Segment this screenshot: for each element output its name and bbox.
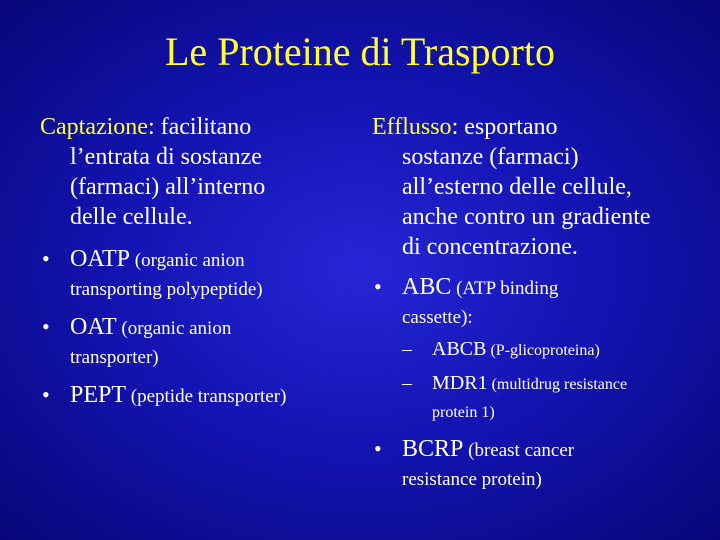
bullet-oatp	[40, 244, 370, 304]
efflusso-heading	[372, 112, 712, 142]
term-efflusso: Efflusso	[372, 114, 452, 140]
bullet-cont: transporter)	[70, 347, 159, 368]
efflusso-description: sostanze (farmaci) all’esterno delle cellule, anche contro un gradiente di concentrazione.	[402, 144, 651, 260]
captazione-heading	[40, 112, 370, 142]
subbullet-paren: (P-glicoproteina)	[486, 342, 600, 359]
bullet-oat	[40, 312, 370, 372]
bullet-abc	[372, 272, 712, 332]
term-captazione: Captazione	[40, 114, 148, 140]
efflusso-heading-rest: : esportano	[451, 114, 558, 140]
bullet-bcrp	[372, 434, 712, 494]
column-captazione	[40, 112, 370, 412]
bullet-icon: •	[42, 314, 50, 339]
bullet-main: BCRP	[402, 436, 464, 462]
bullet-icon: •	[374, 274, 382, 299]
bullet-paren: (peptide transporter)	[126, 386, 287, 407]
bullet-icon: •	[42, 246, 50, 271]
bullet-main: OATP	[70, 246, 131, 272]
subbullet-paren: (multidrug resistance	[487, 376, 628, 393]
bullet-pept	[40, 380, 370, 412]
bullet-paren: (organic anion	[130, 250, 245, 271]
captazione-heading-rest: : facilitano	[147, 114, 252, 140]
bullet-cont: transporting polypeptide)	[70, 279, 263, 300]
bullet-icon: •	[374, 436, 382, 461]
bullet-paren: (ATP binding	[451, 278, 559, 299]
dash-icon: –	[402, 338, 412, 360]
bullet-paren: (breast cancer	[463, 440, 575, 461]
captazione-description: l’entrata di sostanze (farmaci) all’interno delle cellule.	[70, 144, 266, 230]
subbullet-mdr1	[372, 368, 712, 426]
dash-icon: –	[402, 372, 412, 394]
subbullet-abcb	[372, 334, 712, 366]
column-efflusso	[372, 112, 712, 494]
bullet-icon: •	[42, 382, 50, 407]
bullet-paren: (organic anion	[116, 318, 232, 339]
subbullet-main: MDR1	[432, 372, 488, 394]
bullet-cont: resistance protein)	[402, 469, 542, 490]
bullet-main: ABC	[402, 274, 452, 300]
slide-title: Le Proteine di Trasporto	[165, 29, 555, 74]
bullet-main: OAT	[70, 314, 117, 340]
subbullet-main: ABCB	[432, 338, 487, 360]
bullet-cont: cassette):	[402, 307, 473, 328]
bullet-main: PEPT	[70, 382, 127, 408]
subbullet-cont: protein 1)	[432, 404, 495, 421]
